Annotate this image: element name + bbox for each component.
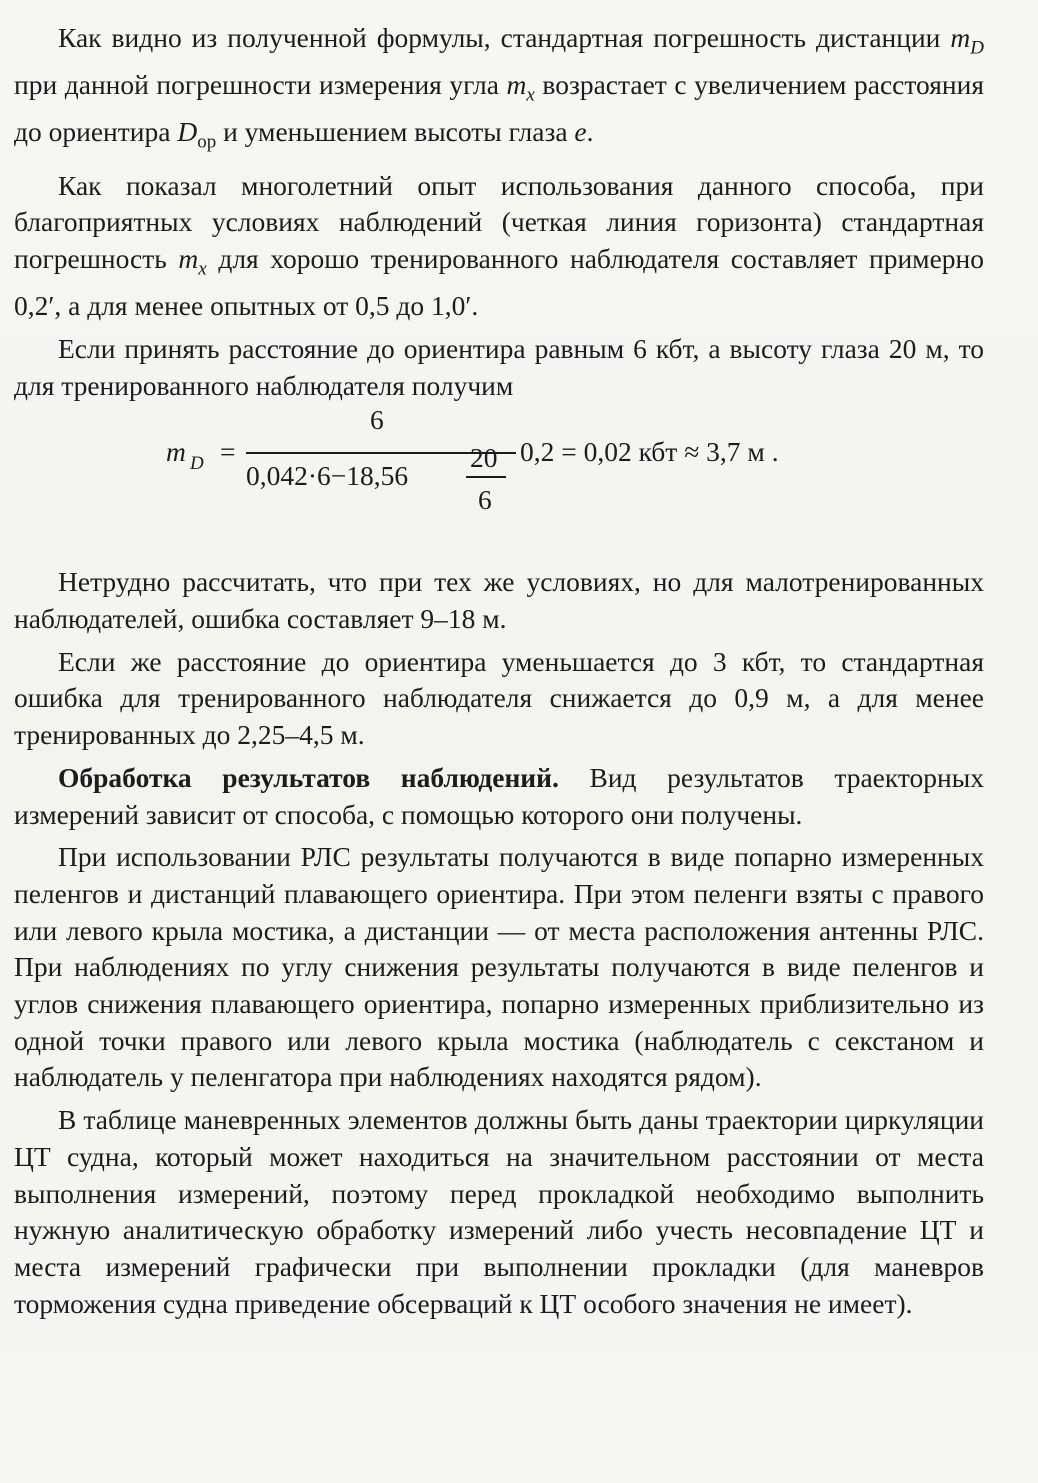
section-heading: Обработка результатов наблюдений. xyxy=(58,761,559,793)
formula-lhs-m: m xyxy=(166,436,186,468)
symbol-m: m xyxy=(506,69,527,101)
formula-equals: = xyxy=(220,436,236,468)
paragraph-7: При использовании РЛС результаты получаются в виде попарно измеренных пеленгов и дистанций плавающего ориентира. При этом пеленги взяты с правого или левого крыла мостика, а дистанции — от места расположения антенны РЛС. При наблюдениях по углу снижения результаты получаются в виде пеленгов и углов снижения плавающего ориентира, попарно измеренных приблизительно из одной точки правого или левого крыла мостика (наблюдатель с секстаном и наблюдатель у пеленгатора при наблюдениях находятся рядом). xyxy=(14,841,984,1093)
text-run: для хорошо тренированного наблюдателя составляет примерно 0,2′, а для менее опытных от 0,5 до 1,0′. xyxy=(14,243,985,322)
text-run: возрастает с увеличением расстояния до ориентира xyxy=(14,69,985,148)
paragraph-1 xyxy=(14,20,984,162)
text-run: Вид результатов траекторных измерений зависит от способа, с помощью которого они получены. xyxy=(14,761,984,830)
subscript-x: x xyxy=(526,84,535,106)
formula-numerator: 6 xyxy=(370,404,384,436)
formula-md xyxy=(14,404,984,542)
text-run: и уменьшением высоты глаза xyxy=(216,116,575,148)
symbol-m: m xyxy=(950,22,971,53)
symbol-e: e xyxy=(574,116,587,148)
formula-lhs-d: D xyxy=(190,453,204,475)
formula-result: 0,2 = 0,02 кбт ≈ 3,7 м . xyxy=(520,436,779,468)
formula-inner-fraction-line xyxy=(466,476,506,478)
paragraph-2 xyxy=(14,168,984,325)
text-run: Как показал многолетний опыт использования данного способа, при благоприятных условиях наблюдений (четкая линия горизонта) стандартная погрешность xyxy=(14,169,984,275)
formula-denominator-left: 0,042·6−18,56 xyxy=(246,460,409,492)
page-text xyxy=(14,20,984,1328)
paragraph-6 xyxy=(14,760,984,833)
paragraph-3: Если принять расстояние до ориентира равным 6 кбт, а высоту глаза 20 м, то для тренированного наблюдателя получим xyxy=(14,332,984,401)
formula-inner-numerator: 20 xyxy=(470,442,498,474)
subscript-d: D xyxy=(970,37,984,59)
text-run: при данной погрешности измерения угла xyxy=(14,69,507,101)
paragraph-5: Если же расстояние до ориентира уменьшается до 3 кбт, то стандартная ошибка для тренированного наблюдателя снижается до 0,9 м, а для менее тренированных до 2,25–4,5 м. xyxy=(14,645,984,751)
paragraph-8: В таблице маневренных элементов должны быть даны траектории циркуляции ЦТ судна, который может находиться на значительном расстоянии от места выполнения измерений, поэтому перед прокладкой необходимо выполнить нужную аналитическую обработку измерений либо учесть несовпадение ЦТ и места измерений графически при выполнении прокладки (для маневров торможения судна приведение обсерваций к ЦТ особого значения не имеет). xyxy=(14,1104,984,1319)
symbol-d: D xyxy=(177,116,198,148)
subscript-x: x xyxy=(198,258,207,280)
text-run: Как видно из полученной формулы, стандартная погрешность дистанции xyxy=(58,22,951,53)
formula-inner-denominator: 6 xyxy=(478,484,492,516)
text-run: . xyxy=(586,116,594,148)
symbol-m: m xyxy=(178,243,199,275)
subscript-op: op xyxy=(197,131,217,153)
paragraph-4: Нетрудно рассчитать, что при тех же условиях, но для малотренированных наблюдателей, ошибка составляет 9–18 м. xyxy=(14,566,984,635)
